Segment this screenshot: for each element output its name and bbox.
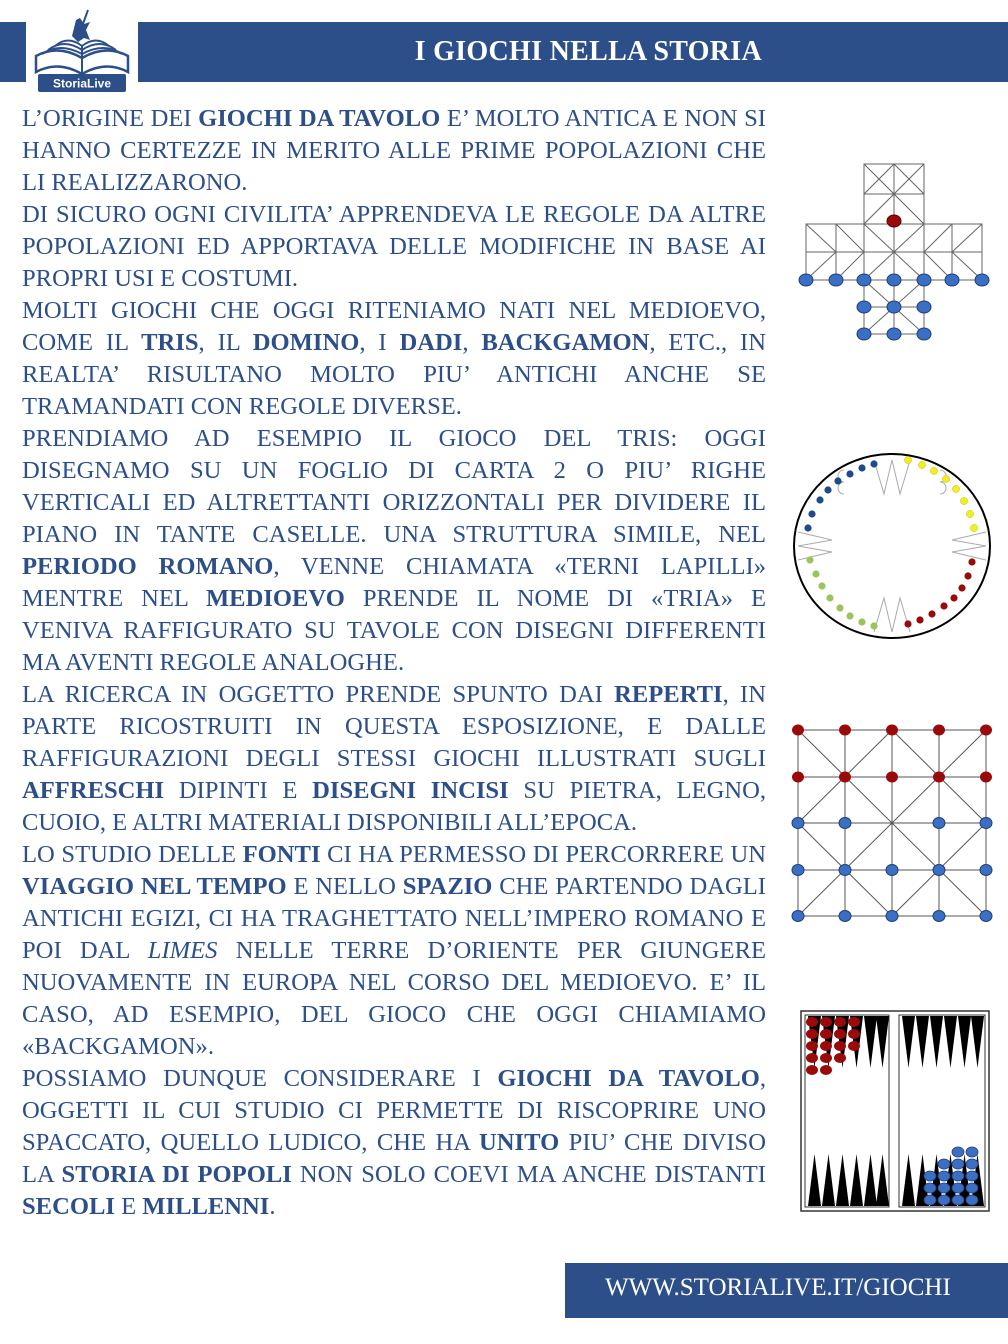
backgammon-board-illustration	[800, 1010, 990, 1212]
page-title: I GIOCHI NELLA STORIA	[414, 36, 762, 67]
body-text	[22, 103, 766, 1223]
paragraph-5: LA RICERCA IN OGGETTO PRENDE SPUNTO DAI REPERTI, IN PARTE RICOSTRUITI IN QUESTA ESPOSIZIONE, E DALLE RAFFIGURAZIONI DEGLI STESSI GIOCHI ILLUSTRATI SUGLI AFFRESCHI DIPINTI E DISEGNI INCISI SU PIETRA, LEGNO, CUOIO, E ALTRI MATERIALI DISPONIBILI ALL’EPOCA.	[22, 681, 767, 836]
paragraph-6: LO STUDIO DELLE FONTI CI HA PERMESSO DI PERCORRERE UN VIAGGIO NEL TEMPO E NELLO SPAZIO CHE PARTENDO DAGLI ANTICHI EGIZI, CI HA TRAGHETTATO NELL’IMPERO ROMANO E POI DAL LIMES NELLE TERRE D’ORIENTE PER GIUNGERE NUOVAMENTE IN EUROPA NEL CORSO DEL MEDIOEVO. E’ IL CASO, AD ESEMPIO, DEL GIOCO CHE OGGI CHIAMIAMO «BACKGAMON».	[22, 841, 767, 1060]
logo-text: StoriaLive	[52, 76, 112, 91]
paragraph-1: L’ORIGINE DEI GIOCHI DA TAVOLO E’ MOLTO ANTICA E NON SI HANNO CERTEZZE IN MERITO ALLE PRIME POPOLAZIONI CHE LI REALIZZARONO.	[22, 105, 766, 196]
alquerque-board-illustration	[790, 722, 996, 924]
paragraph-7: POSSIAMO DUNQUE CONSIDERARE I GIOCHI DA TAVOLO, OGGETTI IL CUI STUDIO CI PERMETTE DI RISCOPRIRE UNO SPACCATO, QUELLO LUDICO, CHE HA UNITO PIU’ CHE DIVISO LA STORIA DI POPOLI NON SOLO COEVI MA ANCHE DISTANTI SECOLI E MILLENNI.	[22, 1065, 766, 1220]
paragraph-3: MOLTI GIOCHI CHE OGGI RITENIAMO NATI NEL MEDIOEVO, COME IL TRIS, IL DOMINO, I DADI, BACKGAMON, ETC., IN REALTA’ RISULTANO MOLTO PIU’ ANTICHI ANCHE SE TRAMANDATI CON REGOLE DIVERSE.	[22, 297, 767, 420]
header-bar	[138, 22, 1008, 82]
footer-bar	[565, 1263, 1008, 1318]
circular-board-illustration	[792, 452, 992, 640]
paragraph-4: PRENDIAMO AD ESEMPIO IL GIOCO DEL TRIS: OGGI DISEGNAMO SU UN FOGLIO DI CARTA 2 O PIU’ RIGHE VERTICALI ED ALTRETTANTI ORIZZONTALI PER DIVIDERE IL PIANO IN TANTE CASELLE. UNA STRUTTURA SIMILE, NEL PERIODO ROMANO, VENNE CHIAMATA «TERNI LAPILLI» MENTRE NEL MEDIOEVO PRENDE IL NOME DI «TRIA» E VENIVA RAFFIGURATO SU TAVOLE CON DISEGNI DIFFERENTI MA AVENTI REGOLE ANALOGHE.	[22, 425, 767, 676]
storialive-logo	[28, 6, 136, 96]
paragraph-2: DI SICURO OGNI CIVILITA’ APPRENDEVA LE REGOLE DA ALTRE POPOLAZIONI ED APPORTAVA DELLE MODIFICHE IN BASE AI PROPRI USI E COSTUMI.	[22, 201, 766, 292]
cross-board-illustration	[792, 160, 998, 344]
footer-url[interactable]: WWW.STORIALIVE.IT/GIOCHI	[605, 1274, 951, 1301]
header-left-bar	[0, 22, 26, 82]
